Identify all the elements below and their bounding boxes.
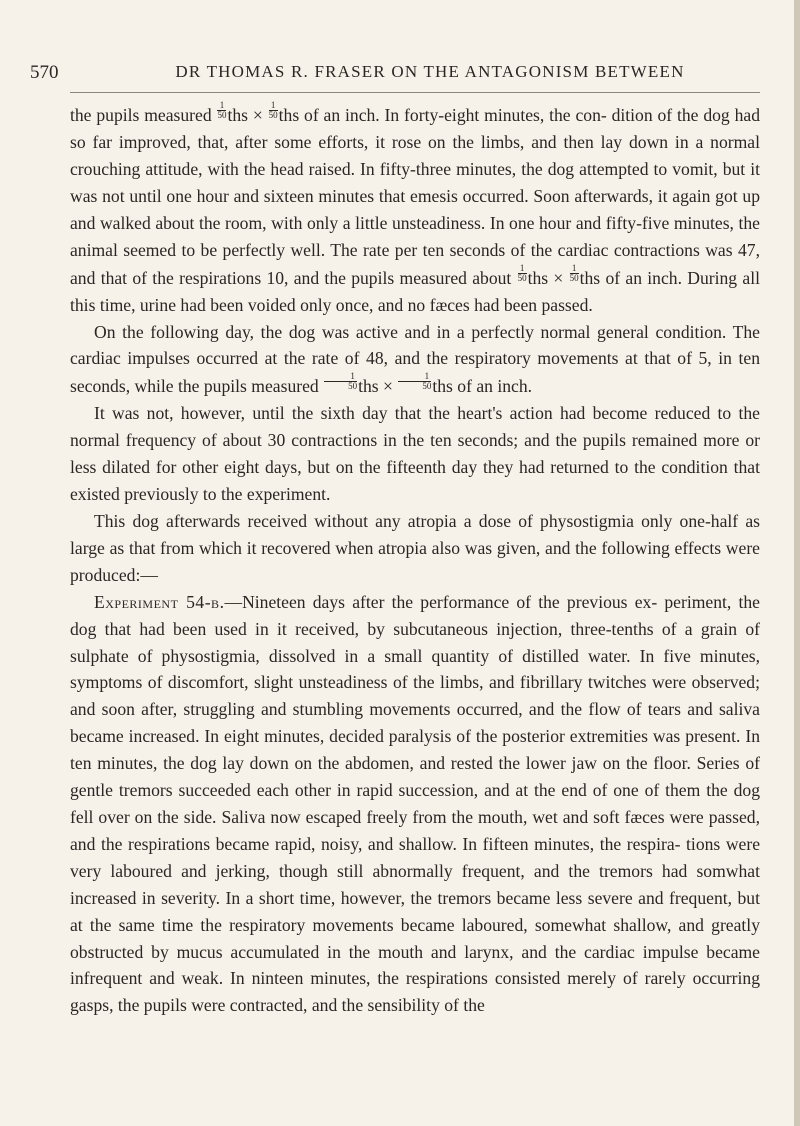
text-run: ths × <box>227 105 268 126</box>
fraction-numerator: 1 <box>518 264 527 274</box>
text-run: the pupils measured <box>70 105 217 126</box>
fraction <box>570 264 579 283</box>
page-edge-shadow <box>794 0 800 1126</box>
text-run: ths of an inch. During all this time, urine had been voided only once, and no fæces had been passed. <box>70 267 760 315</box>
experiment-label: Experiment 54-b. <box>94 591 225 612</box>
header-rule <box>70 92 760 93</box>
paragraph <box>70 319 760 401</box>
text-run: ths × <box>358 376 398 397</box>
fraction <box>324 372 357 391</box>
fraction-numerator: 1 <box>570 264 579 274</box>
paragraph <box>70 400 760 508</box>
text-run: —Nineteen days after the performance of the previous ex- periment, the dog that had been used in it received, by subcutaneous injection, three-tenths of a grain of sulphate of physostigmia, dissolved in a small quantity of distilled water. In five minutes, symptoms of discomfort, slight unsteadiness of the limbs, and fibrillary twitches were observed; and soon after, struggling and stumbling movements occurred, and the flow of tears and saliva became increased. In eight minutes, decided paralysis of the posterior extremities was present. In ten minutes, the dog lay down on the abdomen, and rested the lower jaw on the floor. Series of gentle tremors succeeded each other in rapid succession, and at the end of one of them the dog fell over on the side. Saliva now escaped freely from the mouth, wet and soft fæces were passed, and the respirations became rapid, noisy, and shallow. In fifteen minutes, the respira- tions were very laboured and jerking, though still abnormally frequent, and the tremors had somwhat increased in severity. In a short time, however, the tremors became less severe and frequent, but at the same time the respiratory movements became laboured, somewhat shallow, and greatly obstructed by mucus accumulated in the mouth and larynx, and the cardiac impulse became infrequent and weak. In ninteen minutes, the respirations consisted merely of rarely occurring gasps, the pupils were contracted, and the sensibility of the <box>70 591 760 1016</box>
fraction-denominator: 50 <box>517 272 527 283</box>
running-title: DR THOMAS R. FRASER ON THE ANTAGONISM BETWEEN <box>175 62 685 81</box>
body-text <box>70 101 760 1019</box>
page-header <box>30 62 760 88</box>
paragraph <box>70 589 760 1020</box>
paragraph <box>70 101 760 319</box>
text-run: It was not, however, until the sixth day that the heart's action had become reduced to the normal frequency of about 30 contractions in the ten seconds; and the pupils remained more or less dilated for other eight days, but on the fifteenth day they had returned to the condition that existed previously to the experiment. <box>70 403 760 505</box>
text-run: This dog afterwards received without any atropia a dose of physostigmia only one-half as large as that from which it recovered when atropia also was given, and the following effects were produced:— <box>70 511 760 585</box>
fraction <box>269 101 278 120</box>
fraction-denominator: 50 <box>268 110 278 120</box>
fraction-numerator: 1 <box>324 372 357 382</box>
fraction <box>217 101 226 120</box>
fraction <box>518 264 527 283</box>
fraction-numerator: 1 <box>217 101 226 111</box>
fraction-numerator: 1 <box>398 372 431 382</box>
fraction-denominator: 50 <box>569 272 579 283</box>
text-run: ths of an inch. In forty-eight minutes, the con- dition of the dog had so far improved, that, after some efforts, it rose on the limbs, and then lay down in a normal crouching attitude, with the head raised. In fifty-three minutes, the dog attempted to vomit, but it was not until one hour and sixteen minutes that emesis occurred. Soon afterwards, it again got up and walked about the room, with only a little unsteadiness. In one hour and fifty-five minutes, the animal seemed to be perfectly well. The rate per ten seconds of the cardiac contractions was 47, and that of the respirations 10, and the pupils measured about <box>70 105 760 288</box>
paragraph <box>70 508 760 589</box>
fraction-numerator: 1 <box>269 101 278 111</box>
text-run: ths × <box>527 267 569 288</box>
fraction-denominator: 50 <box>348 381 358 392</box>
fraction-denominator: 50 <box>217 110 227 120</box>
text-run: On the following day, the dog was active and in a perfectly normal general condition. The cardiac impulses occurred at the rate of 48, and the respiratory movements at that of 5, in ten seconds, while the pupils measured <box>70 321 760 397</box>
fraction <box>398 372 431 391</box>
page-number: 570 <box>30 62 59 83</box>
fraction-denominator: 50 <box>422 381 432 392</box>
text-run: ths of an inch. <box>432 376 533 397</box>
